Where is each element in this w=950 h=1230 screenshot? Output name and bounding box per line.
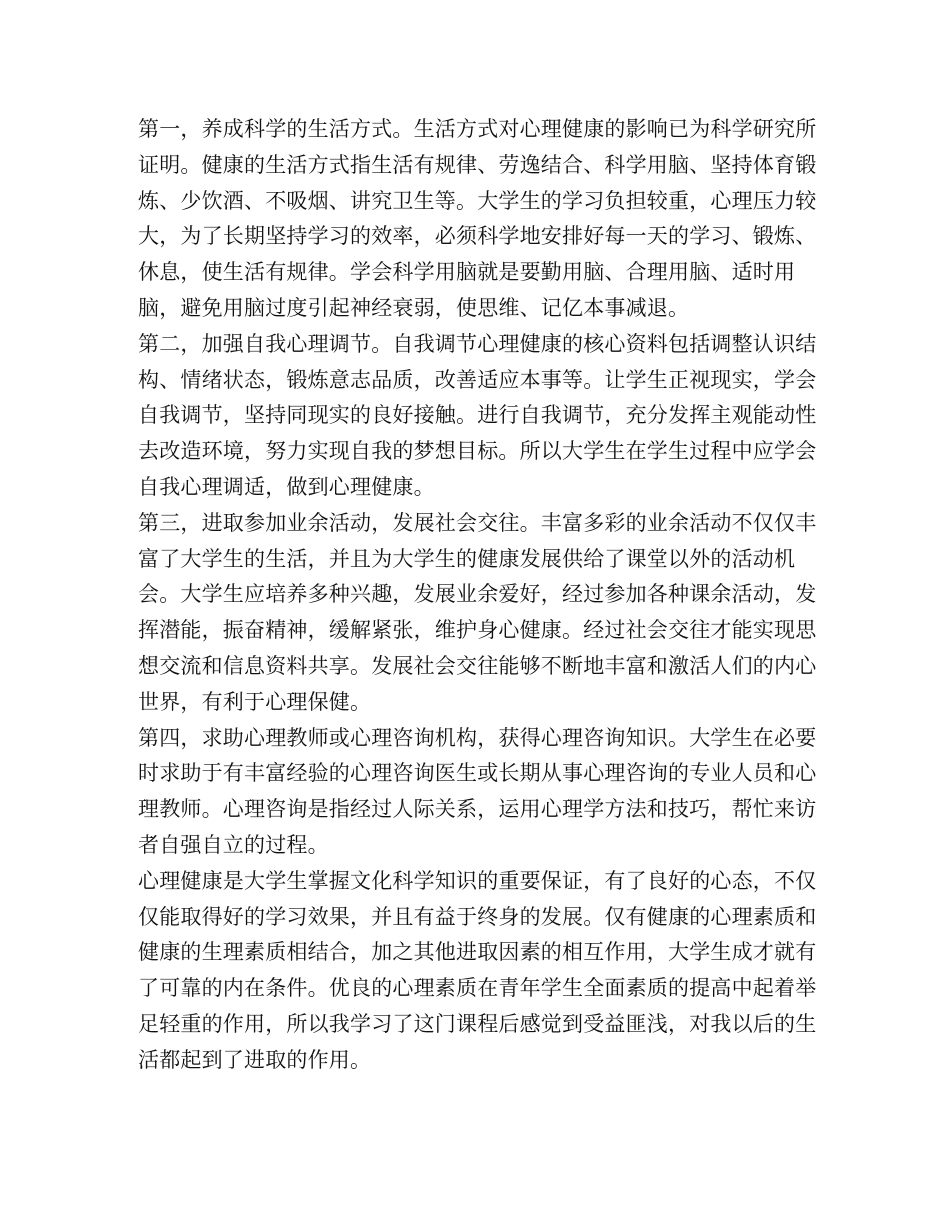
document-body bbox=[138, 112, 818, 1079]
paragraph-5: 心理健康是大学生掌握文化科学知识的重要保证，有了良好的心态，不仅仅能取得好的学习效果，并且有益于终身的发展。仅有健康的心理素质和健康的生理素质相结合，加之其他进取因素的相互作用，大学生成才就有了可靠的内在条件。优良的心理素质在青年学生全面素质的提高中起着举足轻重的作用，所以我学习了这门课程后感觉到受益匪浅，对我以后的生活都起到了进取的作用。 bbox=[138, 868, 817, 1072]
paragraph-2: 第二，加强自我心理调节。自我调节心理健康的核心资料包括调整认识结构、情绪状态，锻炼意志品质，改善适应本事等。让学生正视现实，学会自我调节，坚持同现实的良好接触。进行自我调节，充分发挥主观能动性去改造环境，努力实现自我的梦想目标。所以大学生在学生过程中应学会自我心理调适，做到心理健康。 bbox=[138, 331, 817, 499]
paragraph-4: 第四，求助心理教师或心理咨询机构，获得心理咨询知识。大学生在必要时求助于有丰富经验的心理咨询医生或长期从事心理咨询的专业人员和心理教师。心理咨询是指经过人际关系，运用心理学方法和技巧，帮忙来访者自强自立的过程。 bbox=[138, 725, 817, 857]
paragraph-3: 第三，进取参加业余活动，发展社会交往。丰富多彩的业余活动不仅仅丰富了大学生的生活，并且为大学生的健康发展供给了课堂以外的活动机会。大学生应培养多种兴趣，发展业余爱好，经过参加各种课余活动，发挥潜能，振奋精神，缓解紧张，维护身心健康。经过社会交往才能实现思想交流和信息资料共享。发展社会交往能够不断地丰富和激活人们的内心世界，有利于心理保健。 bbox=[138, 510, 817, 714]
paragraph-1: 第一，养成科学的生活方式。生活方式对心理健康的影响已为科学研究所证明。健康的生活方式指生活有规律、劳逸结合、科学用脑、坚持体育锻炼、少饮酒、不吸烟、讲究卫生等。大学生的学习负担较重，心理压力较大，为了长期坚持学习的效率，必须科学地安排好每一天的学习、锻炼、休息，使生活有规律。学会科学用脑就是要勤用脑、合理用脑、适时用脑，避免用脑过度引起神经衰弱，使思维、记亿本事减退。 bbox=[138, 117, 817, 320]
